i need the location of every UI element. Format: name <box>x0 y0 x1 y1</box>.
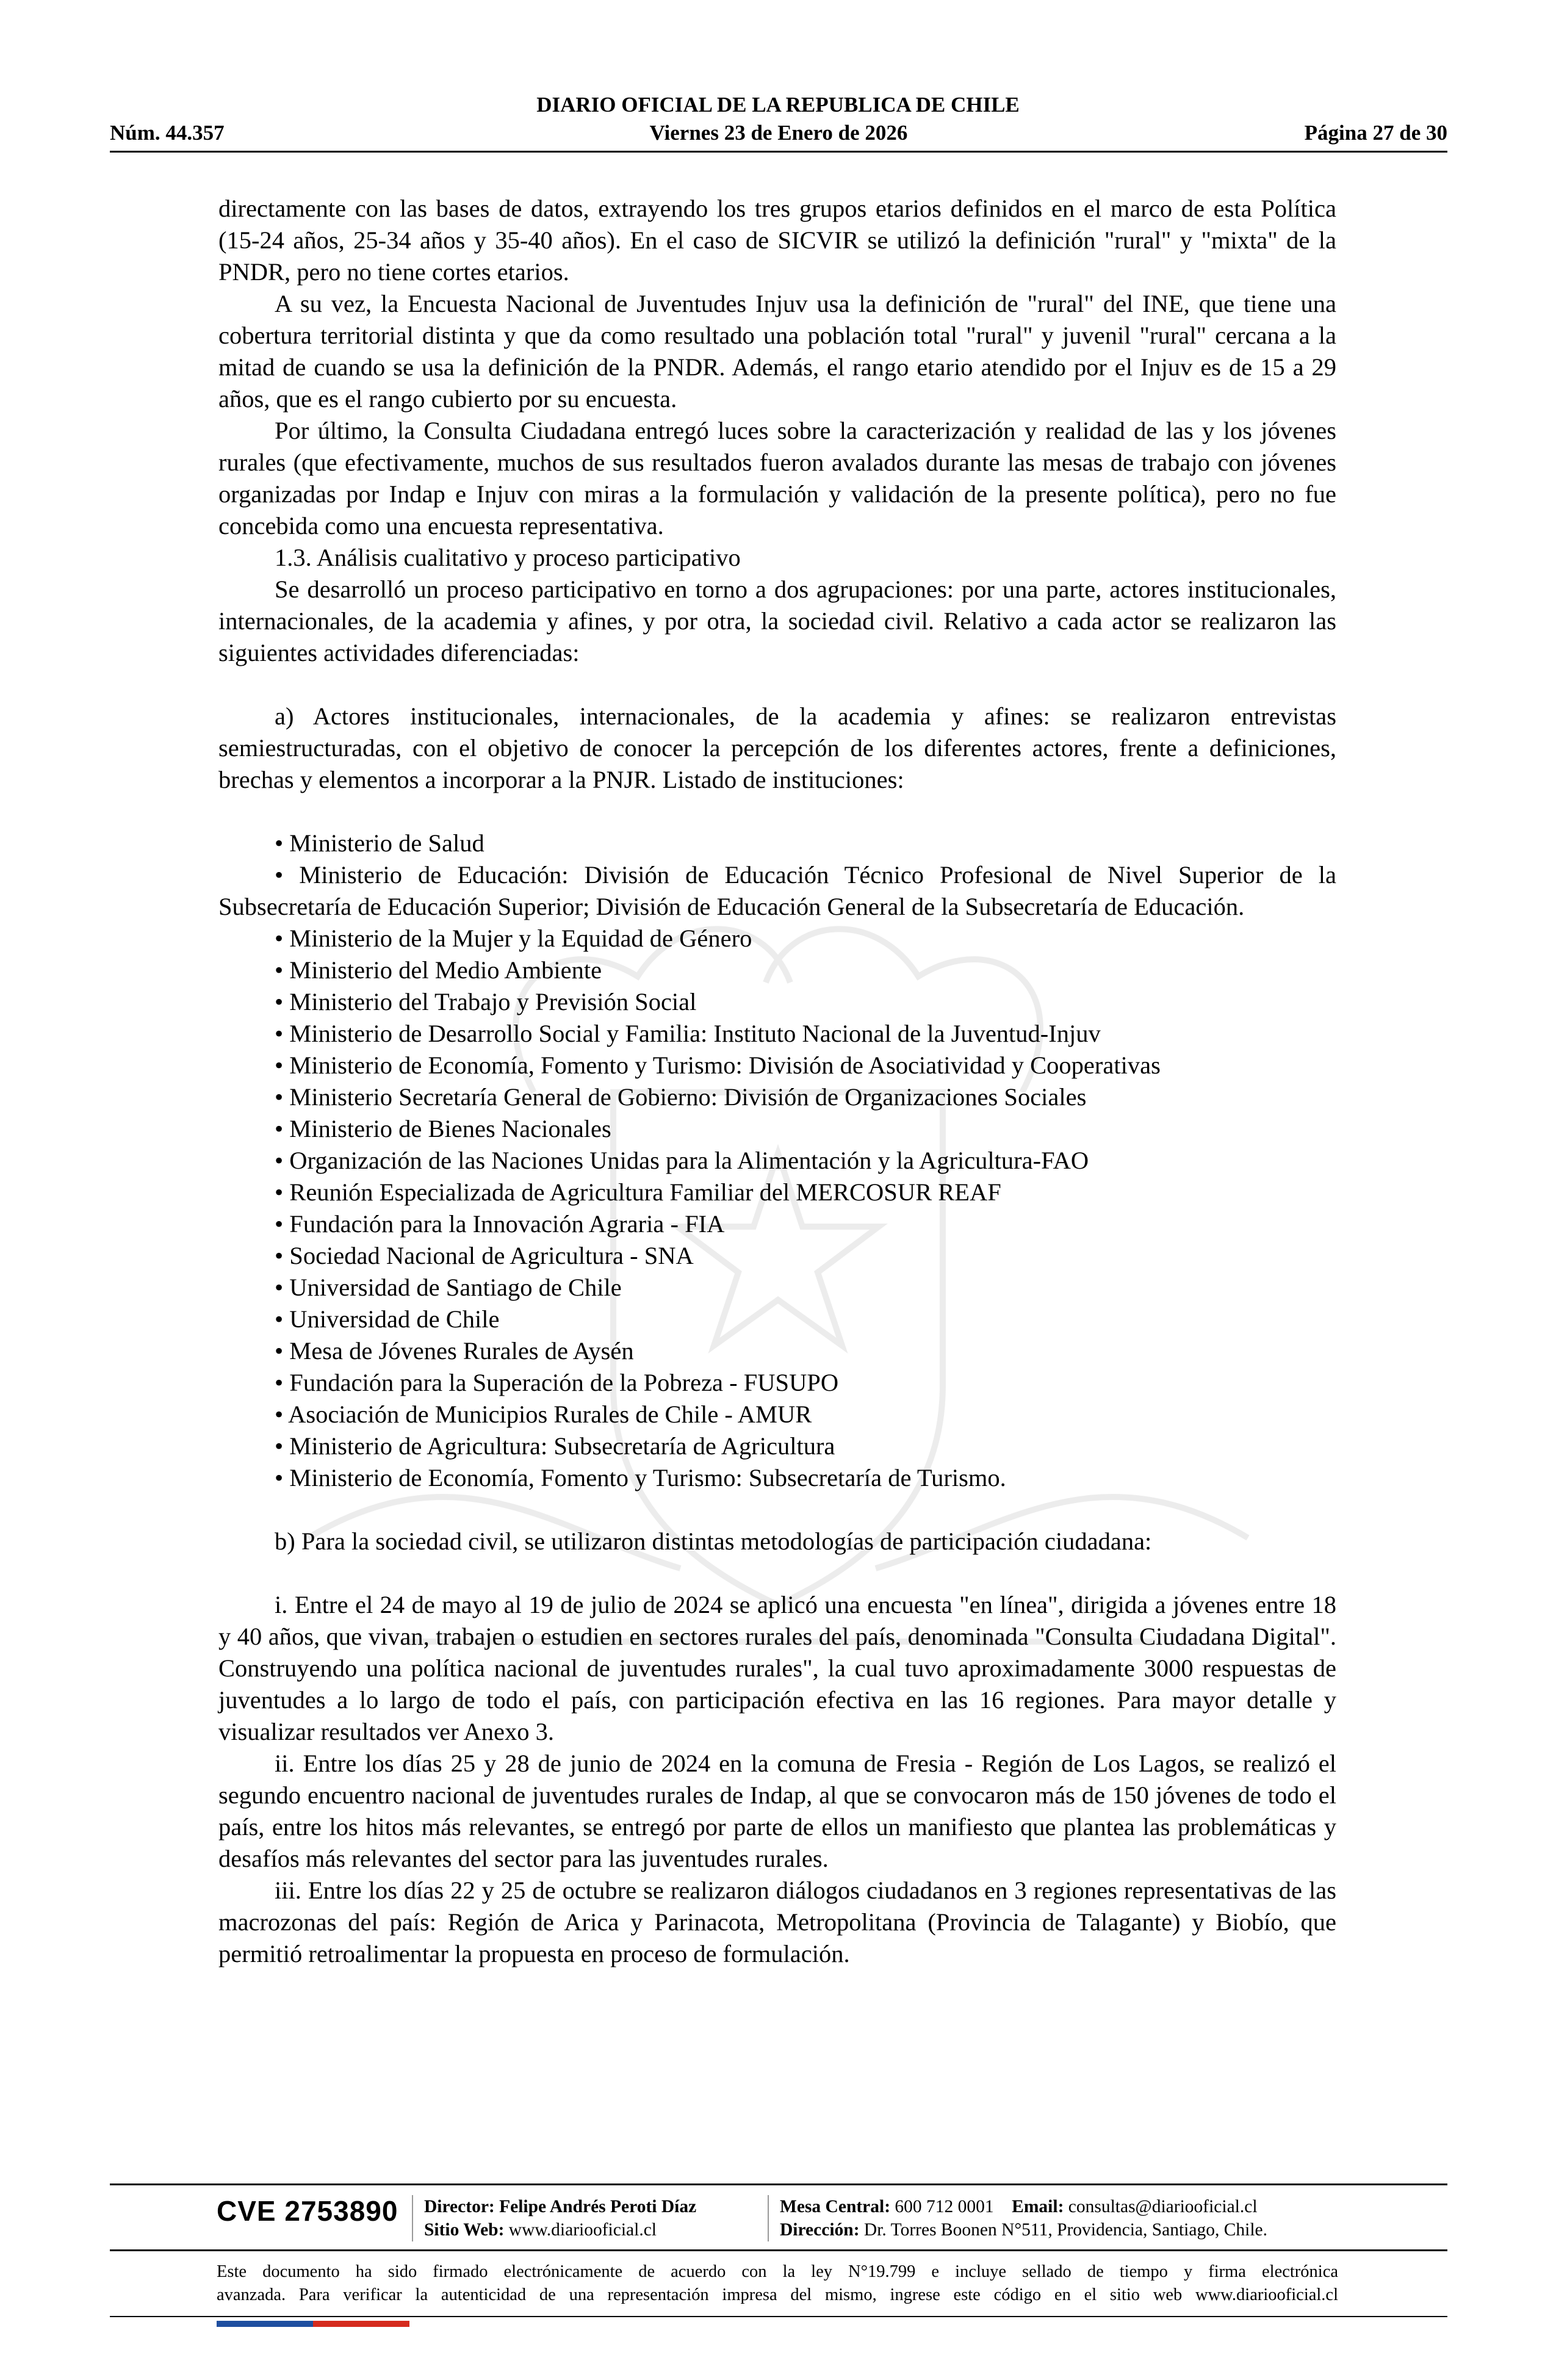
email-label: Email: <box>1012 2197 1064 2216</box>
website-label: Sitio Web: <box>424 2220 505 2240</box>
website-link[interactable]: www.diariooficial.cl <box>508 2220 657 2240</box>
flag-stripe-blue <box>217 2321 313 2327</box>
footer-divider-top <box>110 2183 1447 2185</box>
footer-separator <box>768 2195 769 2241</box>
signature-disclaimer <box>217 2260 1338 2307</box>
paragraph: b) Para la sociedad civil, se utilizaron distintas metodologías de participación ciudadana: <box>275 1527 1152 1555</box>
address-label: Dirección: <box>780 2220 860 2240</box>
header-divider <box>110 151 1447 153</box>
list-item: • Ministerio de Educación: División de Educación Técnico Profesional de Nivel Superior de la Subsecretaría de Educación Superior; División de Educación General de la Subsecretaría de Educación. <box>218 861 1336 920</box>
paragraph: iii. Entre los días 22 y 25 de octubre se realizaron diálogos ciudadanos en 3 regiones representativas de las macrozonas del país: Región de Arica y Parinacota, Metropolitana (Provincia de Talagante) y Biobío, que permitió retroalimentar la propuesta en proceso de formulación. <box>218 1877 1336 1967</box>
list-item: • Fundación para la Superación de la Pobreza - FUSUPO <box>275 1369 839 1396</box>
footer-divider-middle <box>110 2249 1447 2251</box>
list-item: • Universidad de Santiago de Chile <box>275 1274 622 1301</box>
footer-contact-block <box>780 2195 1267 2241</box>
paragraph: directamente con las bases de datos, extrayendo los tres grupos etarios definidos en el marco de esta Política (15-24 años, 25-34 años y 35-40 años). En el caso de SICVIR se utilizó la definición "rural" y "mixta" de la PNDR, pero no tiene cortes etarios. <box>218 195 1336 286</box>
list-item: • Sociedad Nacional de Agricultura - SNA <box>275 1242 694 1269</box>
institution-list <box>218 828 1336 1494</box>
list-item: • Ministerio de Desarrollo Social y Familia: Instituto Nacional de la Juventud-Injuv <box>275 1020 1101 1047</box>
list-item: • Asociación de Municipios Rurales de Chile - AMUR <box>275 1401 812 1428</box>
issue-number: Núm. 44.357 <box>110 121 225 145</box>
paragraph: ii. Entre los días 25 y 28 de junio de 2024 en la comuna de Fresia - Región de Los Lagos, se realizó el segundo encuentro nacional de juventudes rurales de Indap, al que se convocaron más de 150 jóvenes de todo el país, entre los hitos más relevantes, se entregó por parte de ellos un manifiesto que plantea las problemáticas y desafíos más relevantes del sector para las juventudes rurales. <box>218 1750 1336 1872</box>
footer-divider-bottom <box>110 2316 1447 2317</box>
newspaper-title: DIARIO OFICIAL DE LA REPUBLICA DE CHILE <box>536 93 1020 117</box>
footer-director-block <box>424 2195 696 2241</box>
list-item: • Ministerio de la Mujer y la Equidad de Género <box>275 925 752 952</box>
list-item: • Ministerio de Economía, Fomento y Turismo: División de Asociatividad y Cooperativas <box>275 1051 1161 1079</box>
footer-separator <box>412 2195 413 2241</box>
paragraph: A su vez, la Encuesta Nacional de Juventudes Injuv usa la definición de "rural" del INE, que tiene una cobertura territorial distinta y que da como resultado una población total "rural" y juvenil "rural" cercana a la mitad de cuando se usa la definición de la PNDR. Además, el rango etario atendido por el Injuv es de 15 a 29 años, que es el rango cubierto por su encuesta. <box>218 290 1336 413</box>
list-item: • Mesa de Jóvenes Rurales de Aysén <box>275 1337 634 1365</box>
phone-label: Mesa Central: <box>780 2197 891 2216</box>
paragraph: Se desarrolló un proceso participativo en torno a dos agrupaciones: por una parte, actores institucionales, internacionales, de la academia y afines, y por otra, la sociedad civil. Relativo a cada actor se realizaron las siguientes actividades diferenciadas: <box>218 575 1336 666</box>
disclaimer-line: avanzada. Para verificar la autenticidad de una representación impresa del mismo, ingrese este código en el sitio web www.diariooficial.cl <box>217 2285 1338 2304</box>
paragraph: i. Entre el 24 de mayo al 19 de julio de 2024 se aplicó una encuesta "en línea", dirigida a jóvenes entre 18 y 40 años, que vivan, trabajen o estudien en sectores rurales del país, denominada "Consulta Ciudadana Digital". Construyendo una política nacional de juventudes rurales", la cual tuvo aproximadamente 3000 respuestas de juventudes a lo largo de todo el país, con participación efectiva en las 16 regiones. Para mayor detalle y visualizar resultados ver Anexo 3. <box>218 1591 1336 1745</box>
list-item: • Ministerio del Medio Ambiente <box>275 956 602 984</box>
section-heading: 1.3. Análisis cualitativo y proceso participativo <box>275 544 741 571</box>
paragraph: a) Actores institucionales, internacionales, de la academia y afines: se realizaron entrevistas semiestructuradas, con el objetivo de conocer la percepción de los diferentes actores, frente a definiciones, brechas y elementos a incorporar a la PNJR. Listado de instituciones: <box>218 702 1336 793</box>
page-indicator: Página 27 de 30 <box>1304 121 1447 145</box>
issue-date: Viernes 23 de Enero de 2026 <box>649 121 908 145</box>
list-item: • Ministerio de Economía, Fomento y Turismo: Subsecretaría de Turismo. <box>275 1464 1006 1491</box>
cve-code: CVE 2753890 <box>217 2195 398 2227</box>
flag-stripe-red <box>313 2321 409 2327</box>
list-item: • Ministerio de Bienes Nacionales <box>275 1115 611 1142</box>
paragraph: Por último, la Consulta Ciudadana entregó luces sobre la caracterización y realidad de las y los jóvenes rurales (que efectivamente, muchos de sus resultados fueron avalados durante las mesas de trabajo con jóvenes organizadas por Indap e Injuv con miras a la formulación y validación de la presente política), pero no fue concebida como una encuesta representativa. <box>218 417 1336 539</box>
list-item: • Ministerio Secretaría General de Gobierno: División de Organizaciones Sociales <box>275 1083 1087 1111</box>
header-row <box>110 120 1447 146</box>
list-item: • Ministerio de Salud <box>275 829 484 857</box>
list-item: • Organización de las Naciones Unidas para la Alimentación y la Agricultura-FAO <box>275 1147 1089 1174</box>
list-item: • Ministerio de Agricultura: Subsecretaría de Agricultura <box>275 1432 835 1460</box>
address-text: Dr. Torres Boonen N°511, Providencia, Santiago, Chile. <box>863 2220 1268 2240</box>
phone-number: 600 712 0001 <box>895 2197 994 2216</box>
director-name: Felipe Andrés Peroti Díaz <box>499 2197 697 2216</box>
list-item: • Reunión Especializada de Agricultura Familiar del MERCOSUR REAF <box>275 1178 1001 1206</box>
disclaimer-line: Este documento ha sido firmado electrónicamente de acuerdo con la ley N°19.799 e incluye sellado de tiempo y firma electrónica <box>217 2262 1338 2281</box>
document-body <box>218 193 1336 1970</box>
list-item: • Ministerio del Trabajo y Previsión Social <box>275 988 697 1015</box>
list-item: • Fundación para la Innovación Agraria - FIA <box>275 1210 725 1238</box>
email-link[interactable]: consultas@diariooficial.cl <box>1068 2197 1258 2216</box>
list-item: • Universidad de Chile <box>275 1305 500 1333</box>
director-label: Director: <box>424 2197 495 2216</box>
